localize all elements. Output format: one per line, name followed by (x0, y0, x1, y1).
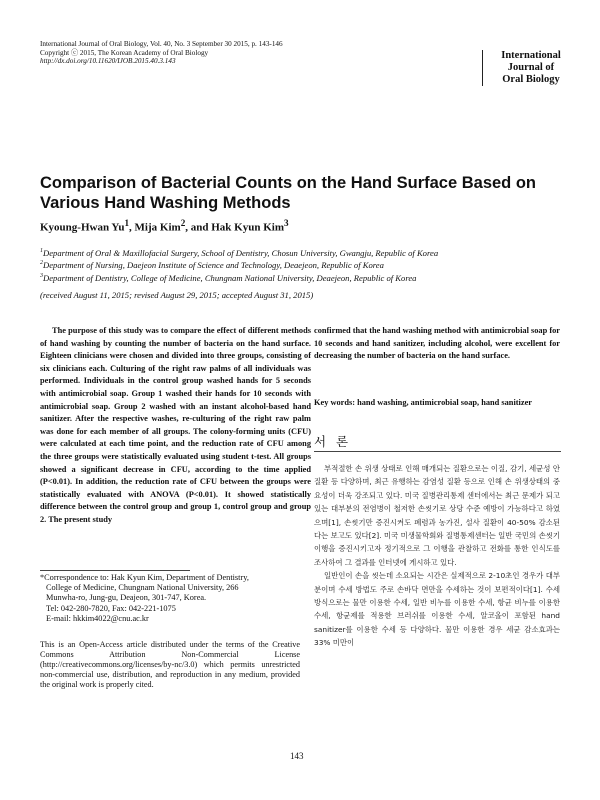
journal-name-line: Journal of (507, 62, 555, 73)
page-number: 143 (290, 751, 304, 761)
footnote-line: College of Medicine, Chungnam National University, 266 (46, 583, 239, 593)
author-sup: 1 (124, 218, 130, 228)
author-sup: 3 (284, 218, 289, 228)
correspondence-footnote (40, 573, 300, 624)
affiliation-item: $^1$Department of Oral & Maxillofacial Surgery, School of Dentistry, Chosun University, Gwangju, Republic of Korea (40, 247, 439, 258)
section-heading: 서 론 (314, 434, 352, 449)
section-divider (314, 451, 561, 452)
author-name: Mija Kim (134, 221, 181, 234)
keywords: Key words: hand washing, antimicrobial soap, hand sanitizer (314, 398, 532, 407)
abstract-continued: confirmed that the hand washing method with antimicrobial soap for 10 seconds and hand sanitizer, including alcohol, were excellent for decreasing the number of bacteria on the hand surface. (314, 326, 560, 361)
journal-name-line: International (501, 50, 561, 61)
paragraph: 부적절한 손 위생 상태로 인해 매개되는 질환으로는 이질, 감기, 세균성 안질환 등 다양하며, 최근 유행하는 감염성 질환 등으로 인해 손 위생상태의 중요성이 더욱 강조되고 있다. 미국 질병관리통제 센터에서는 최근 문제가 되고 있는 대부분의 전염병이 철저한 손씻기로 상당 수준 예방이 가능하다고 하였으며[1], 손씻기만 증진시켜도 폐렴과 농가진, 설사 질환이 40-50% 감소된다는 보고도 있다[2]. 미국 미생물학회와 질병통제센터는 일반 국민의 손씻기 이행을 증진시키고자 정기적으로 그 이행을 관찰하고 전화를 통한 인식도를 조사하여 그 결과를 인터넷에 게시하고 있다. (314, 464, 560, 567)
author-list: Kyoung-Hwan Yu$^1$, Mija Kim$^2$, and Hak Kyun Kim$^3$ (40, 218, 289, 234)
journal-header (40, 40, 283, 66)
abstract-text: The purpose of this study was to compare the effect of different methods of hand washing by counting the number of bacteria on the hand surface. Eighteen clinicians were chosen and divided into three groups, consisting of six clinicians each. Culturing of the right raw palms of all individuals was performed. Individuals in the control group washed hands for 5 seconds with antimicrobial soap. Group 1 washed their hands for 10 seconds with antimicrobial soap. Group 2 washed with an instant alcohol-based hand sanitizer. After the respective washes, re-culturing of the right raw palm was done for each member of all groups. The colony-forming units (CFU) were calculated at each time point, and the reduction rate of CFU among the three groups were statistically evaluated using student t-test. All groups showed a significant decrease in CFU, according to the time applied (P<0.01). In addition, the reduction rate of CFU between the groups were statistically evaluated with ANOVA (P<0.01). It showed statistically difference between the control group and group 1, control group and group 2. The present study (40, 326, 311, 524)
affiliations (40, 246, 570, 283)
journal-name-box (482, 50, 571, 86)
doi-link[interactable]: http://dx.doi.org/10.11620/IJOB.2015.40.3.143 (40, 57, 176, 66)
article-title: Comparison of Bacterial Counts on the Hand Surface Based on Various Hand Washing Methods (40, 174, 536, 212)
open-access-statement: This is an Open-Access article distributed under the terms of the Creative Commons Attribution Non-Commercial License (http://creativecommons.org/licenses/by-nc/3.0) which permits unrestricted non-commercial use, distribution, and reproduction in any medium, provided the original work is properly cited. (40, 640, 300, 690)
received-dates: (received August 11, 2015; revised August 29, 2015; accepted August 31, 2015) (40, 290, 314, 300)
email-link[interactable]: E-mail: hkkim4022@cnu.ac.kr (46, 613, 149, 623)
author-name: and Hak Kyun Kim (190, 221, 284, 234)
affiliation-item: $^2$Department of Nursing, Daejeon Institute of Science and Technology, Deaejeon, Republic of Korea (40, 260, 384, 271)
footnote-divider (40, 570, 190, 571)
author-name: Kyoung-Hwan Yu (40, 221, 125, 234)
affiliation-item: $^3$Department of Dentistry, College of Medicine, Chungnam National University, Deaejeon, Republic of Korea (40, 272, 417, 283)
copyright-line: Copyright ⓒ 2015, The Korean Academy of Oral Biology (40, 48, 209, 57)
introduction-body (314, 462, 560, 650)
footnote-line: *Correspondence to: Hak Kyun Kim, Department of Dentistry, (40, 573, 249, 582)
citation-line: International Journal of Oral Biology, Vol. 40, No. 3 September 30 2015, p. 143-146 (40, 40, 283, 48)
paragraph: 일반인이 손을 씻는데 소요되는 시간은 실제적으로 2-10초인 경우가 대부분이며 수세 방법도 주로 손바닥 면만을 수세하는 것이 보편적이다[1]. 수세 방식으로는 물만 이용한 수세, 일반 비누를 이용한 수세, 항균 비누를 이용한 수세, 항균제를 적용한 브러쉬를 이용한 수세, 알코올이 포함된 hand sanitizer를 이용한 수세 등 다양하다. 물만 이용한 경우 세균 감소효과는 33% 미만이 (314, 571, 560, 648)
footnote-line: Tel: 042-280-7820, Fax: 042-221-1075 (46, 603, 176, 613)
journal-name-line: Oral Biology (502, 74, 560, 85)
footnote-line: Munwha-ro, Jung-gu, Deajeon, 301-747, Korea. (46, 593, 207, 603)
author-sup: 2 (180, 218, 186, 228)
